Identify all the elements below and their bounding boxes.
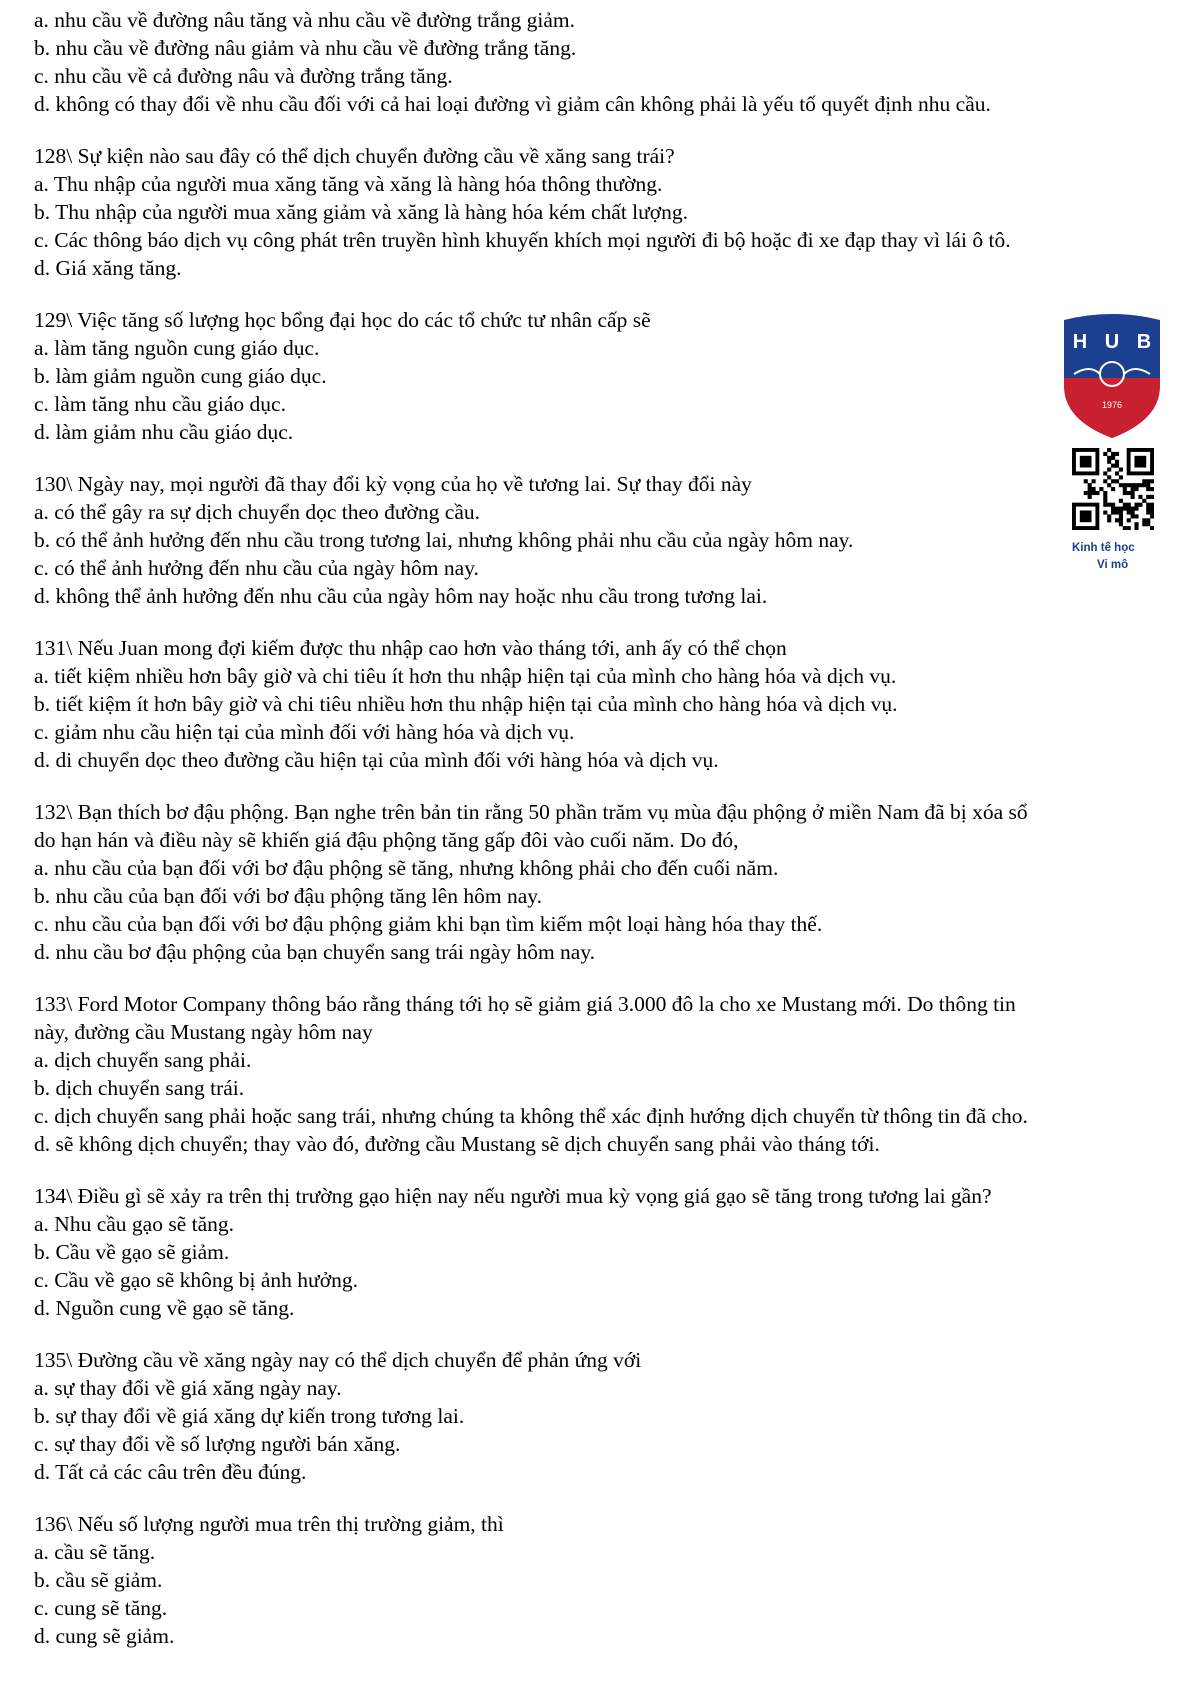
qr-module <box>1111 464 1115 468</box>
answer-option: a. nhu cầu của bạn đối với bơ đậu phộng sẽ tăng, nhưng không phải cho đến cuối năm. <box>34 856 779 880</box>
qr-module <box>1146 483 1150 487</box>
answer-option: c. nhu cầu về cả đường nâu và đường trắng tăng. <box>34 64 453 88</box>
qr-module <box>1115 464 1119 468</box>
answer-option: d. không có thay đổi về nhu cầu đối với cả hai loại đường vì giảm cân không phải là yếu tố quyết định nhu cầu. <box>34 92 991 116</box>
qr-module <box>1146 503 1150 507</box>
qr-module <box>1111 487 1115 491</box>
qr-module <box>1107 503 1111 507</box>
qr-module <box>1107 456 1111 460</box>
qr-code-icon <box>1072 448 1154 530</box>
qr-module <box>1107 518 1111 522</box>
question-block <box>34 1182 1164 1322</box>
question-block <box>34 6 1164 118</box>
qr-module <box>1092 487 1096 491</box>
logo-year: 1976 <box>1101 400 1123 410</box>
question-block <box>34 470 1164 610</box>
question-block <box>34 1510 1164 1650</box>
qr-module <box>1142 499 1146 503</box>
badge-caption-branch: Vi mô <box>1097 559 1129 571</box>
answer-option: a. Nhu cầu gạo sẽ tăng. <box>34 1212 234 1236</box>
qr-module <box>1084 479 1088 483</box>
qr-module <box>1115 507 1119 511</box>
qr-module <box>1150 495 1154 499</box>
question-block <box>34 634 1164 774</box>
qr-module <box>1107 448 1111 452</box>
answer-option: a. dịch chuyển sang phải. <box>34 1048 252 1072</box>
qr-module <box>1119 514 1123 518</box>
hub-shield-logo <box>1060 312 1164 440</box>
qr-module <box>1142 483 1146 487</box>
qr-module <box>1123 491 1127 495</box>
qr-module <box>1111 503 1115 507</box>
qr-module <box>1119 468 1123 472</box>
question-block <box>34 306 1164 446</box>
qr-module <box>1092 491 1096 495</box>
qr-module <box>1127 491 1131 495</box>
qr-module <box>1115 452 1119 456</box>
question-text: 134\ Điều gì sẽ xảy ra trên thị trường gạo hiện nay nếu người mua kỳ vọng giá gạo sẽ tăng trong tương lai gần? <box>34 1184 992 1208</box>
qr-module <box>1131 514 1135 518</box>
document-page <box>34 6 1164 1674</box>
answer-option: d. Giá xăng tăng. <box>34 256 182 280</box>
answer-option: b. sự thay đổi về giá xăng dự kiến trong tương lai. <box>34 1404 465 1428</box>
qr-module <box>1134 483 1138 487</box>
qr-module <box>1131 495 1135 499</box>
answer-option: a. sự thay đổi về giá xăng ngày nay. <box>34 1376 342 1400</box>
answer-option: c. cung sẽ tăng. <box>34 1596 168 1620</box>
qr-module <box>1115 479 1119 483</box>
qr-module <box>1107 475 1111 479</box>
answer-option: d. Tất cả các câu trên đều đúng. <box>34 1460 307 1484</box>
qr-module <box>1134 503 1138 507</box>
answer-option: d. di chuyển dọc theo đường cầu hiện tại của mình đối với hàng hóa và dịch vụ. <box>34 748 719 772</box>
qr-module <box>1111 507 1115 511</box>
qr-module <box>1134 514 1138 518</box>
qr-module <box>1123 483 1127 487</box>
qr-module <box>1131 491 1135 495</box>
answer-option: b. nhu cầu của bạn đối với bơ đậu phộng tăng lên hôm nay. <box>34 884 542 908</box>
question-text: 135\ Đường cầu về xăng ngày nay có thể dịch chuyển để phản ứng với <box>34 1348 642 1372</box>
answer-option: b. nhu cầu về đường nâu giảm và nhu cầu về đường trắng tăng. <box>34 36 577 60</box>
qr-module <box>1127 503 1131 507</box>
question-block <box>34 1346 1164 1486</box>
qr-module <box>1150 503 1154 507</box>
qr-module <box>1099 487 1103 491</box>
answer-option: d. nhu cầu bơ đậu phộng của bạn chuyển sang trái ngày hôm nay. <box>34 940 596 964</box>
qr-module <box>1150 507 1154 511</box>
answer-option: b. dịch chuyển sang trái. <box>34 1076 245 1100</box>
qr-module <box>1150 514 1154 518</box>
qr-module <box>1092 479 1096 483</box>
answer-option: c. giảm nhu cầu hiện tại của mình đối với hàng hóa và dịch vụ. <box>34 720 575 744</box>
qr-finder-inner <box>1080 456 1092 468</box>
logo-letter-b: B <box>1136 331 1152 353</box>
qr-module <box>1119 518 1123 522</box>
qr-module <box>1111 452 1115 456</box>
qr-module <box>1138 483 1142 487</box>
qr-module <box>1138 495 1142 499</box>
qr-module <box>1150 479 1154 483</box>
qr-module <box>1142 479 1146 483</box>
qr-module <box>1103 491 1107 495</box>
qr-module <box>1115 471 1119 475</box>
qr-module <box>1107 514 1111 518</box>
qr-module <box>1146 495 1150 499</box>
answer-option: a. nhu cầu về đường nâu tăng và nhu cầu về đường trắng giảm. <box>34 8 575 32</box>
answer-option: c. Cầu về gạo sẽ không bị ảnh hưởng. <box>34 1268 358 1292</box>
question-text: này, đường cầu Mustang ngày hôm nay <box>34 1020 373 1044</box>
qr-finder-inner <box>1134 456 1146 468</box>
qr-module <box>1119 522 1123 526</box>
answer-option: d. không thể ảnh hưởng đến nhu cầu của ngày hôm nay hoặc nhu cầu trong tương lai. <box>34 584 768 608</box>
answer-option: a. có thể gây ra sự dịch chuyển dọc theo đường cầu. <box>34 500 481 524</box>
question-text: do hạn hán và điều này sẽ khiến giá đậu phộng tăng gấp đôi vào cuối năm. Do đó, <box>34 828 739 852</box>
question-text: 133\ Ford Motor Company thông báo rằng tháng tới họ sẽ giảm giá 3.000 đô la cho xe Mustang mới. Do thông tin <box>34 992 1016 1016</box>
qr-module <box>1115 518 1119 522</box>
qr-module <box>1146 518 1150 522</box>
qr-module <box>1088 487 1092 491</box>
qr-module <box>1123 487 1127 491</box>
qr-module <box>1103 471 1107 475</box>
answer-option: d. làm giảm nhu cầu giáo dục. <box>34 420 294 444</box>
question-block <box>34 990 1164 1158</box>
qr-module <box>1131 487 1135 491</box>
qr-module <box>1138 503 1142 507</box>
answer-option: c. có thể ảnh hưởng đến nhu cầu của ngày hôm nay. <box>34 556 479 580</box>
question-text: 131\ Nếu Juan mong đợi kiếm được thu nhập cao hơn vào tháng tới, anh ấy có thể chọn <box>34 636 787 660</box>
qr-module <box>1134 522 1138 526</box>
qr-module <box>1119 507 1123 511</box>
question-text: 136\ Nếu số lượng người mua trên thị trường giảm, thì <box>34 1512 504 1536</box>
qr-module <box>1103 479 1107 483</box>
qr-module <box>1119 483 1123 487</box>
question-block <box>34 142 1164 282</box>
qr-module <box>1119 475 1123 479</box>
qr-module <box>1123 503 1127 507</box>
qr-module <box>1107 468 1111 472</box>
qr-module <box>1103 452 1107 456</box>
question-text: 129\ Việc tăng số lượng học bổng đại học do các tổ chức tư nhân cấp sẽ <box>34 308 651 332</box>
answer-option: b. có thể ảnh hưởng đến nhu cầu trong tương lai, nhưng không phải nhu cầu của ngày hôm nay. <box>34 528 854 552</box>
qr-module <box>1127 518 1131 522</box>
answer-option: d. sẽ không dịch chuyển; thay vào đó, đường cầu Mustang sẽ dịch chuyển sang phải vào tháng tới. <box>34 1132 880 1156</box>
qr-module <box>1088 491 1092 495</box>
qr-module <box>1146 487 1150 491</box>
qr-module <box>1088 495 1092 499</box>
qr-module <box>1127 507 1131 511</box>
qr-module <box>1131 510 1135 514</box>
answer-option: a. làm tăng nguồn cung giáo dục. <box>34 336 320 360</box>
qr-module <box>1127 483 1131 487</box>
qr-module <box>1131 507 1135 511</box>
qr-module <box>1084 491 1088 495</box>
qr-module <box>1111 456 1115 460</box>
qr-module <box>1107 460 1111 464</box>
answer-option: b. Thu nhập của người mua xăng giảm và xăng là hàng hóa kém chất lượng. <box>34 200 689 224</box>
logo-letter-h: H <box>1072 331 1088 353</box>
answer-option: a. tiết kiệm nhiều hơn bây giờ và chi tiêu ít hơn thu nhập hiện tại của mình cho hàng hóa và dịch vụ. <box>34 664 897 688</box>
badge-caption-subject: Kinh tế học <box>1072 542 1135 554</box>
qr-module <box>1119 499 1123 503</box>
question-text: 128\ Sự kiện nào sau đây có thể dịch chuyển đường cầu về xăng sang trái? <box>34 144 675 168</box>
qr-finder-inner <box>1080 510 1092 522</box>
qr-module <box>1123 526 1127 530</box>
answer-option: c. dịch chuyển sang phải hoặc sang trái, nhưng chúng ta không thể xác định hướng dịch chuyển từ thông tin đã cho. <box>34 1104 1028 1128</box>
qr-module <box>1134 487 1138 491</box>
answer-option: b. Cầu về gạo sẽ giảm. <box>34 1240 230 1264</box>
qr-module <box>1134 526 1138 530</box>
question-text: 130\ Ngày nay, mọi người đã thay đổi kỳ vọng của họ về tương lai. Sự thay đổi này <box>34 472 752 496</box>
qr-module <box>1103 510 1107 514</box>
qr-module <box>1103 503 1107 507</box>
answer-option: c. sự thay đổi về số lượng người bán xăng. <box>34 1432 401 1456</box>
qr-module <box>1142 522 1146 526</box>
qr-module <box>1119 510 1123 514</box>
qr-module <box>1088 483 1092 487</box>
qr-module <box>1142 518 1146 522</box>
logo-letter-u: U <box>1104 331 1120 353</box>
qr-module <box>1150 487 1154 491</box>
qr-module <box>1111 479 1115 483</box>
qr-module <box>1150 510 1154 514</box>
answer-option: a. cầu sẽ tăng. <box>34 1540 156 1564</box>
qr-module <box>1150 526 1154 530</box>
qr-module <box>1103 495 1107 499</box>
qr-module <box>1146 522 1150 526</box>
question-block <box>34 798 1164 966</box>
question-text: 132\ Bạn thích bơ đậu phộng. Bạn nghe trên bản tin rằng 50 phần trăm vụ mùa đậu phộng ở miền Nam đã bị xóa sổ <box>34 800 1028 824</box>
qr-module <box>1131 483 1135 487</box>
qr-module <box>1127 510 1131 514</box>
qr-module <box>1115 510 1119 514</box>
qr-module <box>1107 483 1111 487</box>
qr-module <box>1115 460 1119 464</box>
qr-module <box>1111 510 1115 514</box>
qr-module <box>1146 507 1150 511</box>
answer-option: b. làm giảm nguồn cung giáo dục. <box>34 364 327 388</box>
answer-option: c. Các thông báo dịch vụ công phát trên truyền hình khuyến khích mọi người đi bộ hoặc đi xe đạp thay vì lái ô tô. <box>34 228 1011 252</box>
answer-option: d. Nguồn cung về gạo sẽ tăng. <box>34 1296 295 1320</box>
answer-option: c. làm tăng nhu cầu giáo dục. <box>34 392 286 416</box>
qr-module <box>1146 510 1150 514</box>
answer-option: b. cầu sẽ giảm. <box>34 1568 163 1592</box>
qr-module <box>1127 526 1131 530</box>
qr-module <box>1146 479 1150 483</box>
answer-option: a. Thu nhập của người mua xăng tăng và xăng là hàng hóa thông thường. <box>34 172 663 196</box>
qr-module <box>1095 491 1099 495</box>
answer-option: b. tiết kiệm ít hơn bây giờ và chi tiêu nhiều hơn thu nhập hiện tại của mình cho hàng hóa và dịch vụ. <box>34 692 898 716</box>
answer-option: c. nhu cầu của bạn đối với bơ đậu phộng giảm khi bạn tìm kiếm một loại hàng hóa thay thế. <box>34 912 823 936</box>
answer-option: d. cung sẽ giảm. <box>34 1624 175 1648</box>
qr-module <box>1103 499 1107 503</box>
qr-module <box>1134 507 1138 511</box>
qr-module <box>1123 507 1127 511</box>
